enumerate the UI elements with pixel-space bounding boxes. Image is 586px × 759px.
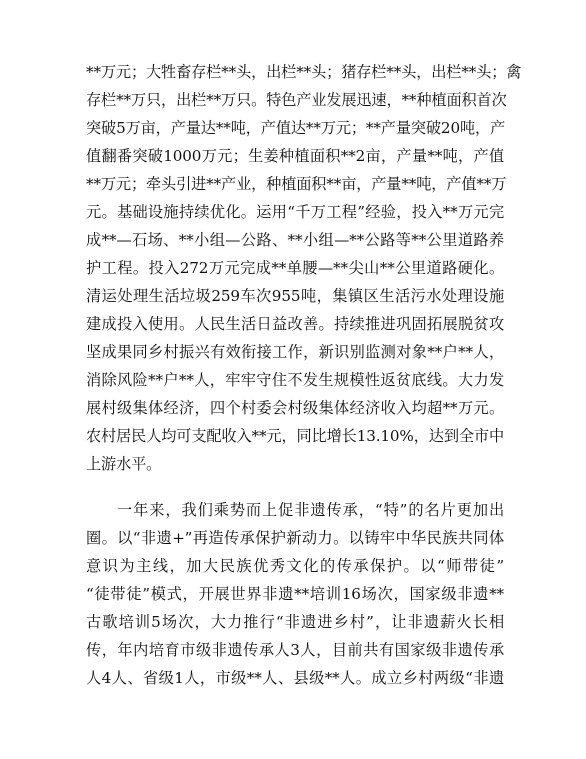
paragraph-1-line-6: 元。基础设施持续优化。运用“千万工程”经验，投入**万元完: [86, 203, 504, 221]
paragraph-2-line-7: 人4人、省级1人，市级**人、县级**人。成立乡村两级“非遗: [86, 669, 504, 687]
paragraph-1-line-9: 清运处理生活垃圾259车次955吨，集镇区生活污水处理设施: [86, 287, 504, 305]
paragraph-1-line-2: 存栏**万只，出栏**万只。特色产业发展迅速，**种植面积首次: [86, 91, 507, 109]
paragraph-1-line-5: **万元；牵头引进**产业，种植面积**亩，产量**吨，产值**万: [86, 175, 507, 193]
paragraph-2-line-1: 一年来，我们乘势而上促非遗传承，“特”的名片更加出: [117, 501, 504, 519]
paragraph-1-line-14: 农村居民人均可支配收入**元，同比增长13.10%，达到全市中: [86, 427, 504, 445]
paragraph-1-line-10: 建成投入使用。人民生活日益改善。持续推进巩固拓展脱贫攻: [86, 315, 504, 333]
paragraph-1-line-3: 突破5万亩，产量达**吨，产值达**万元；**产量突破20吨，产: [86, 119, 506, 137]
paragraph-2-line-4: “徒带徒”模式，开展世界非遗**培训16场次，国家级非遗**: [86, 585, 504, 603]
paragraph-2-line-6: 传，年内培育市级非遗传承人3人，目前共有国家级非遗传承: [86, 641, 504, 659]
paragraph-2-line-5: 古歌培训5场次，大力推行“非遗进乡村”，让非遗薪火长相: [86, 613, 504, 631]
paragraph-1-line-8: 护工程。投入272万元完成**单腰—**尖山**公里道路硬化。: [86, 259, 504, 277]
paragraph-1-line-1: **万元；大牲畜存栏**头，出栏**头；猪存栏**头，出栏**头；禽: [86, 63, 522, 81]
paragraph-1-line-15: 上游水平。: [86, 455, 162, 473]
paragraph-1-line-13: 展村级集体经济，四个村委会村级集体经济收入均超**万元。: [86, 399, 504, 417]
paragraph-2-line-2: 圈。以“非遗+”再造传承保护新动力。以铸牢中华民族共同体: [86, 529, 504, 547]
paragraph-1-line-7: 成**—石场、**小组—公路、**小组—**公路等**公里道路养: [86, 231, 504, 249]
paragraph-1-line-4: 值翻番突破1000万元；生姜种植面积**2亩，产量**吨，产值: [86, 147, 504, 165]
paragraph-1-line-12: 消除风险**户**人，牢牢守住不发生规模性返贫底线。大力发: [86, 371, 504, 389]
paragraph-2-line-3: 意识为主线，加大民族优秀文化的传承保护。以“师带徒”: [86, 557, 504, 575]
paragraph-1-line-11: 坚成果同乡村振兴有效衔接工作，新识别监测对象**户**人，: [86, 343, 504, 361]
